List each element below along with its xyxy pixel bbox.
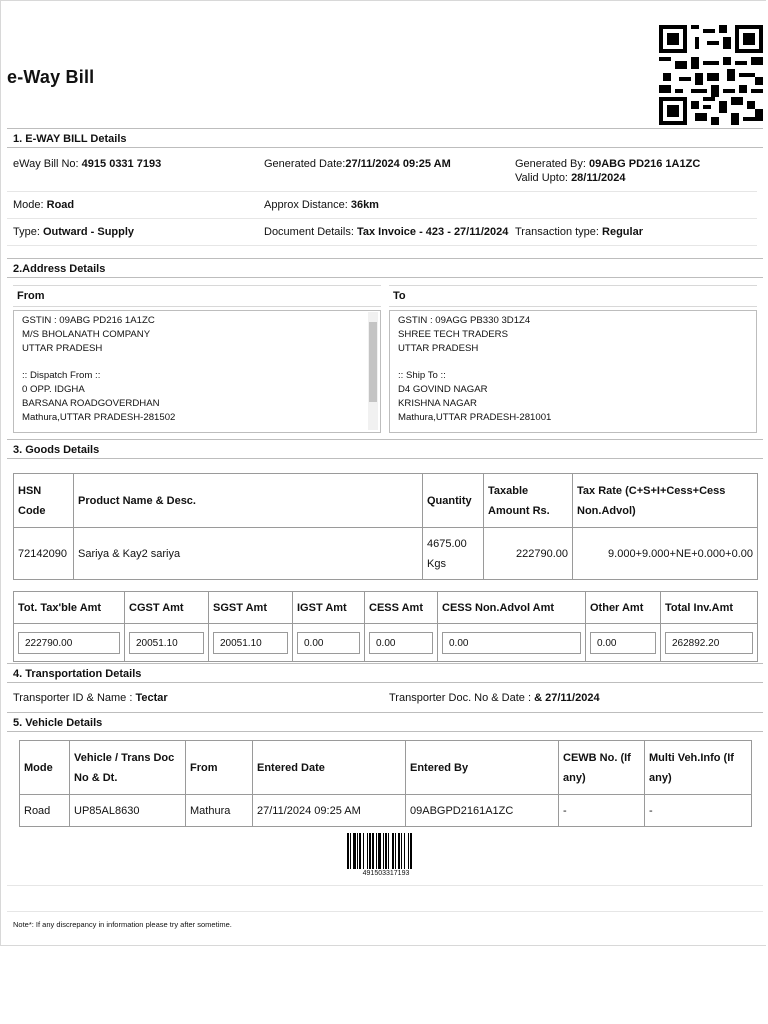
type-value: Outward - Supply (42, 226, 135, 238)
col-cgst: CGST Amt (125, 592, 209, 624)
ewb-number-field (13, 157, 161, 171)
col-quantity: Quantity (423, 474, 484, 528)
other-input[interactable]: 0.00 (590, 632, 656, 654)
generated-by-label: Generated By: (515, 158, 586, 170)
total-inv-cell (661, 624, 758, 662)
cess-non-advol-cell (438, 624, 586, 662)
col-from: From (186, 741, 253, 795)
total-taxable-cell (14, 624, 125, 662)
generated-date-field (264, 157, 451, 171)
transporter-id-label: Transporter ID & Name : (13, 692, 133, 704)
totals-values-row (14, 624, 758, 662)
vehicle-multi-cell: - (645, 795, 752, 827)
valid-upto-value: 28/11/2024 (571, 172, 626, 184)
from-header: From (13, 285, 381, 307)
cgst-cell (125, 624, 209, 662)
generated-by-field (515, 157, 700, 185)
page-title: e-Way Bill (7, 67, 95, 87)
col-sgst: SGST Amt (209, 592, 293, 624)
generated-date-value: 27/11/2024 09:25 AM (345, 158, 451, 170)
transport-row (7, 685, 757, 711)
vehicle-header-row (20, 741, 752, 795)
transaction-type-label: Transaction type: (515, 226, 599, 238)
col-total-inv: Total Inv.Amt (661, 592, 758, 624)
hsn-cell: 72142090 (14, 528, 74, 580)
table-row (20, 795, 752, 827)
barcode-number: 491503317193 (362, 870, 410, 877)
section-ewb-details-header: 1. E-WAY BILL Details (7, 128, 763, 148)
sgst-input[interactable]: 20051.10 (213, 632, 288, 654)
quantity-cell: 4675.00 Kgs (423, 528, 484, 580)
from-address-textarea[interactable]: GSTIN : 09ABG PD216 1A1ZC M/S BHOLANATH COMPANY UTTAR PRADESH :: Dispatch From :: 0 OPP. IDGHA BARSANA ROADGOVERDHAN Mathura,UTTAR PRADESH-281502 (13, 310, 381, 433)
type-label: Type: (13, 226, 40, 238)
divider (7, 911, 763, 912)
type-field (13, 225, 134, 239)
cgst-input[interactable]: 20051.10 (129, 632, 204, 654)
col-product: Product Name & Desc. (74, 474, 423, 528)
col-multi-veh: Multi Veh.Info (If any) (645, 741, 752, 795)
total-inv-input[interactable]: 262892.20 (665, 632, 753, 654)
totals-header-row (14, 592, 758, 624)
to-header: To (389, 285, 757, 307)
ewb-row-2 (7, 192, 757, 219)
ewb-row-3 (7, 219, 757, 246)
col-hsn-code: HSN Code (14, 474, 74, 528)
generated-by-value: 09ABG PD216 1A1ZC (589, 158, 701, 170)
table-row (14, 528, 758, 580)
barcode-icon (347, 833, 425, 869)
section-transport-header: 4. Transportation Details (7, 663, 763, 683)
col-vehicle: Vehicle / Trans Doc No & Dt. (70, 741, 186, 795)
distance-field (264, 198, 379, 212)
col-cewb: CEWB No. (If any) (559, 741, 645, 795)
total-taxable-input[interactable]: 222790.00 (18, 632, 120, 654)
col-other: Other Amt (586, 592, 661, 624)
igst-input[interactable]: 0.00 (297, 632, 360, 654)
mode-value: Road (46, 199, 75, 211)
distance-label: Approx Distance: (264, 199, 348, 211)
section-goods-header: 3. Goods Details (7, 439, 763, 459)
vehicle-from-cell: Mathura (186, 795, 253, 827)
transaction-type-field (515, 225, 643, 239)
col-cess-non-advol: CESS Non.Advol Amt (438, 592, 586, 624)
goods-header-row (14, 474, 758, 528)
document-details-value: Tax Invoice - 423 - 27/11/2024 (356, 226, 509, 238)
section-vehicle-header: 5. Vehicle Details (7, 712, 763, 732)
document-details-field (264, 225, 508, 239)
ewb-row-1 (7, 153, 757, 192)
transaction-type-value: Regular (602, 226, 643, 238)
transporter-id-value: Tectar (135, 692, 168, 704)
distance-value: 36km (350, 199, 379, 211)
footer-note: Note*: If any discrepancy in information please try after sometime. (13, 920, 232, 929)
transporter-doc-field (389, 691, 600, 705)
cess-cell (365, 624, 438, 662)
other-cell (586, 624, 661, 662)
vehicle-mode-cell: Road (20, 795, 70, 827)
col-taxable: Taxable Amount Rs. (484, 474, 573, 528)
product-cell: Sariya & Kay2 sariya (74, 528, 423, 580)
taxable-cell: 222790.00 (484, 528, 573, 580)
col-total-taxable: Tot. Tax'ble Amt (14, 592, 125, 624)
transporter-doc-value: & 27/11/2024 (534, 692, 600, 704)
cess-non-advol-input[interactable]: 0.00 (442, 632, 581, 654)
qr-code-icon (659, 25, 763, 125)
vehicle-entered-date-cell: 27/11/2024 09:25 AM (253, 795, 406, 827)
vehicle-entered-by-cell: 09ABGPD2161A1ZC (406, 795, 559, 827)
transporter-doc-label: Transporter Doc. No & Date : (389, 692, 532, 704)
col-mode: Mode (20, 741, 70, 795)
section-address-header: 2.Address Details (7, 258, 763, 278)
igst-cell (293, 624, 365, 662)
tax-rate-cell: 9.000+9.000+NE+0.000+0.00 (573, 528, 758, 580)
col-igst: IGST Amt (293, 592, 365, 624)
sgst-cell (209, 624, 293, 662)
divider (7, 885, 763, 886)
ewb-number-label: eWay Bill No: (13, 158, 79, 170)
from-address-scrollbar[interactable] (368, 312, 378, 430)
col-entered-by: Entered By (406, 741, 559, 795)
valid-upto-label: Valid Upto: (515, 172, 568, 184)
totals-table (13, 591, 758, 662)
col-entered-date: Entered Date (253, 741, 406, 795)
generated-date-label: Generated Date: (264, 158, 346, 170)
ewb-number-value: 4915 0331 7193 (81, 158, 162, 170)
scrollbar-thumb[interactable] (369, 322, 377, 402)
vehicle-table (19, 740, 752, 827)
to-address-textarea[interactable]: GSTIN : 09AGG PB330 3D1Z4 SHREE TECH TRADERS UTTAR PRADESH :: Ship To :: D4 GOVIND NAGAR KRISHNA NAGAR Mathura,UTTAR PRADESH-281001 (389, 310, 757, 433)
document-details-label: Document Details: (264, 226, 354, 238)
mode-field (13, 198, 74, 212)
goods-table (13, 473, 758, 580)
vehicle-cewb-cell: - (559, 795, 645, 827)
transporter-id-field (13, 691, 168, 705)
col-tax-rate: Tax Rate (C+S+I+Cess+Cess Non.Advol) (573, 474, 758, 528)
mode-label: Mode: (13, 199, 44, 211)
col-cess: CESS Amt (365, 592, 438, 624)
vehicle-number-cell: UP85AL8630 (70, 795, 186, 827)
cess-input[interactable]: 0.00 (369, 632, 433, 654)
